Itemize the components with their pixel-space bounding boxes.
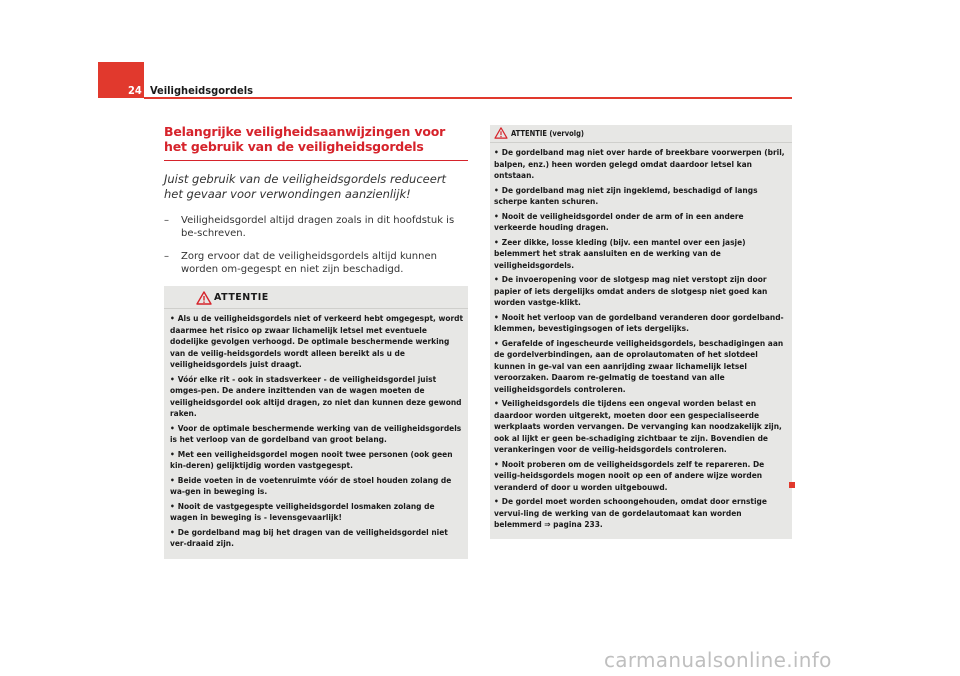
step-item xyxy=(164,214,468,240)
warning-item xyxy=(494,496,788,531)
warning-item-text: Met een veiligheidsgordel mogen nooit twee personen (ook geen kin-deren) gelijktijdig worden vastgegespt. xyxy=(170,448,453,470)
warning-item-text: De gordelband mag niet over harde of breekbare voorwerpen (bril, balpen, enz.) heen worden gelegd omdat daardoor letsel kan ontstaan. xyxy=(494,147,785,180)
warning-item-text: Nooit proberen om de veiligheidsgordels zelf te repareren. De veilig-heidsgordels mogen nooit op een of andere wijze worden veranderd of door u worden uitgebouwd. xyxy=(494,458,765,492)
bullet: • xyxy=(494,496,499,506)
running-title: Veiligheidsgordels xyxy=(150,84,253,97)
step-text: Veiligheidsgordel altijd dragen zoals in dit hoofdstuk is be-schreven. xyxy=(181,215,455,239)
warning-item xyxy=(170,423,464,446)
warning-item xyxy=(494,459,788,494)
warning-item-text: Zeer dikke, losse kleding (bijv. een mantel over een jasje) belemmert het strak aansluiten en de werking van de veiligheidsgordels. xyxy=(494,236,746,270)
warning-box xyxy=(164,286,468,559)
bullet: • xyxy=(170,526,175,537)
warning-item xyxy=(494,237,788,272)
warning-item-text: Nooit de veiligheidsgordel onder de arm of in een andere verkeerde houding dragen. xyxy=(494,210,744,232)
step-marker: – xyxy=(164,251,169,262)
warning-item xyxy=(170,501,464,524)
warning-item-text: Nooit de vastgegespte veiligheidsgordel losmaken zolang de wagen in beweging is - levensgevaarlijk! xyxy=(170,500,435,522)
warning-item xyxy=(494,147,788,182)
warning-item-text: De invoeropening voor de slotgesp mag niet verstopt zijn door papier of iets dergelijks omdat anders de slotgesp niet goed kan worden vastge-klikt. xyxy=(494,274,768,307)
bullet: • xyxy=(494,398,499,408)
step-item xyxy=(164,250,468,276)
bullet: • xyxy=(494,184,499,195)
warning-item-text: De gordelband mag niet zijn ingeklemd, beschadigd of langs scherpe kanten schuren. xyxy=(494,184,758,206)
warning-item xyxy=(494,274,788,309)
step-list xyxy=(164,214,468,276)
continuation-header xyxy=(490,125,792,143)
bullet: • xyxy=(170,448,175,459)
continuation-box xyxy=(490,125,792,539)
section-title: Belangrijke veiligheidsaanwijzingen voor het gebruik van de veiligheidsgordels xyxy=(164,124,468,161)
warning-item xyxy=(494,398,788,456)
warning-item-text: De gordel moet worden schoongehouden, omdat door ernstige vervui-ling de werking van de gordelautomaat kan worden belemmerd ⇒ pagina 233. xyxy=(494,496,767,529)
warning-item xyxy=(494,312,788,335)
page-number: 24 xyxy=(128,84,142,97)
warning-triangle-icon xyxy=(494,127,508,139)
bullet: • xyxy=(170,313,175,323)
warning-item xyxy=(494,338,788,396)
bullet: • xyxy=(494,147,499,157)
warning-item xyxy=(170,313,464,371)
bullet: • xyxy=(494,458,499,469)
warning-triangle-icon xyxy=(196,291,212,305)
continuation-title: ATTENTIE (vervolg) xyxy=(511,129,584,138)
warning-item xyxy=(494,211,788,234)
bullet: • xyxy=(494,337,499,348)
bullet: • xyxy=(170,474,175,485)
warning-item-text: Beide voeten in de voetenruimte vóór de stoel houden zolang de wa-gen in beweging is. xyxy=(170,474,452,496)
left-column xyxy=(164,124,468,559)
warning-item xyxy=(170,374,464,420)
section-end-marker xyxy=(789,482,795,488)
warning-item-text: Nooit het verloop van de gordelband veranderen door gordelband-klemmen, bevestigingsogen of iets dergelijks. xyxy=(494,311,784,333)
warning-item xyxy=(170,475,464,498)
bullet: • xyxy=(494,274,499,284)
bullet: • xyxy=(494,210,499,221)
warning-item xyxy=(170,527,464,550)
bullet: • xyxy=(170,422,175,433)
warning-title: ATTENTIE xyxy=(214,292,269,303)
header-rule xyxy=(144,97,792,99)
warning-item xyxy=(494,185,788,208)
intro-text: Juist gebruik van de veiligheidsgordels reduceert het gevaar voor verwondingen aanzienlijk! xyxy=(164,172,447,201)
warning-item-text: Als u de veiligheidsgordels niet of verkeerd hebt omgegespt, wordt daarmee het risico op zwaar lichamelijk letsel met eventuele dodelijke gevolgen verhoogd. De optimale beschermende werking van de veilig-heidsgordels wordt alleen bereikt als u de veiligheidsgordels juist draagt. xyxy=(170,313,464,369)
bullet: • xyxy=(494,311,499,322)
warning-item-text: Voor de optimale beschermende werking van de veiligheidsgordels is het verloop van de gordelband van groot belang. xyxy=(170,422,462,444)
bullet: • xyxy=(170,500,175,511)
warning-item-text: Vóór elke rit - ook in stadsverkeer - de veiligheidsgordel juist omges-pen. De andere inzittenden van de wagen moeten de veiligheidsgordel ook altijd dragen, zo niet dan kunnen deze gewond raken. xyxy=(170,373,462,418)
step-marker: – xyxy=(164,215,169,226)
bullet: • xyxy=(170,373,175,384)
bullet: • xyxy=(494,236,499,247)
step-text: Zorg ervoor dat de veiligheidsgordels altijd kunnen worden om-gegespt en niet zijn beschadigd. xyxy=(181,251,437,275)
warning-header xyxy=(164,286,468,309)
watermark: carmanualsonline.info xyxy=(604,648,832,672)
warning-item-text: Veiligheidsgordels die tijdens een ongeval worden belast en daardoor worden uitgerekt, moeten door een gespecialiseerde werkplaats worden vervangen. De vervanging kan noodzakelijk zijn, ook al lijkt er geen be-schadiging zichtbaar te zijn. Bovendien de verankeringen voor de veilig-heidsgordels controleren. xyxy=(494,398,782,454)
warning-item-text: De gordelband mag bij het dragen van de veiligheidsgordel niet ver-draaid zijn. xyxy=(170,526,448,548)
warning-item xyxy=(170,449,464,472)
warning-item-text: Gerafelde of ingescheurde veiligheidsgordels, beschadigingen aan de gordelverbindingen, aan de oprolautomaten of het slotdeel kunnen in ge-val van een aanrijding zwaar lichamelijk letsel veroorzaken. Daarom re-gelmatig de toestand van alle veiligheidsgordels controleren. xyxy=(494,337,784,394)
